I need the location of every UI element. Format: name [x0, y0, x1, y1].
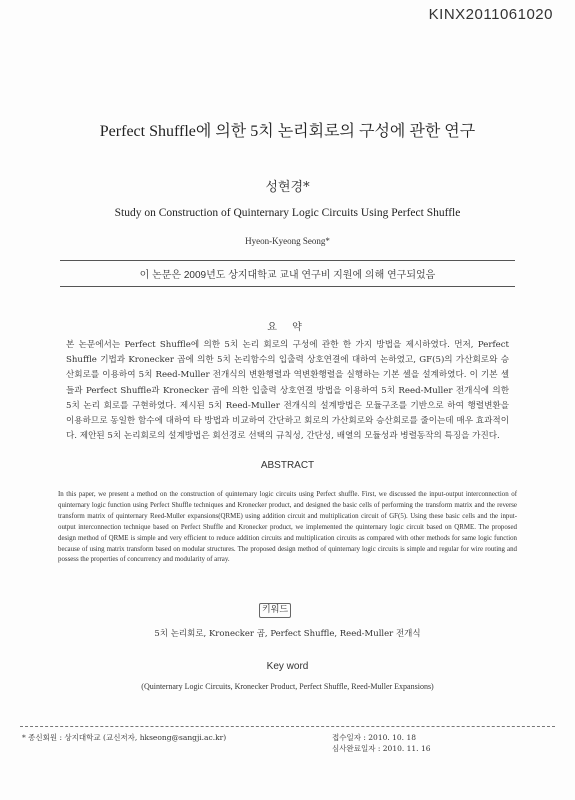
paper-title-korean: Perfect Shuffle에 의한 5치 논리회로의 구성에 관한 연구 [99, 123, 476, 140]
reviewed-date: 2010. 11. 16 [382, 744, 431, 753]
keywords-korean: 5치 논리회로, Kronecker 곱, Perfect Shuffle, Reed-Muller 전개식 [154, 629, 421, 639]
submission-dates [332, 732, 431, 754]
paper-title-english: Study on Construction of Quinternary Logic Circuits Using Perfect Shuffle [114, 207, 461, 219]
funding-note: 이 논문은 2009년도 상지대학교 교내 연구비 지원에 의해 연구되었음 [139, 270, 436, 281]
reviewed-date-row [332, 743, 431, 754]
abstract-korean-body: 본 논문에서는 Perfect Shuffle에 의한 5치 논리 회로의 구성에 관한 한 가지 방법을 제시하였다. 먼저, Perfect Shuffle 기법과 Kronecker 곱에 의한 5치 논리함수의 입출력 상호연결에 대하여 논하였고, GF(5)의 가산회로와 승산회로를 이용하여 5치 Reed-Muller 전개식의 변환행렬과 역변환행렬을 실행하는 기본 셀을 설계하였다. 이 기본 셀들과 Perfect Shuffle과 Kronecker 곱에 의한 입출력 상호연결 방법을 이용하여 5치 Reed-Muller 전개식에 의한 5치 논리 회로를 구현하였다. 제시된 5치 Reed-Muller 전개식의 설계방법은 모듈구조를 기반으로 하여 행렬변환을 이용하므로 동일한 함수에 대하여 타 방법과 비교하여 간단하고 회로의 가산회로와 승산회로를 줄이는데 매우 효과적이다. 제안된 5치 논리회로의 설계방법은 회선경로 선택의 규칙성, 간단성, 배열의 모듈성과 병렬동작의 특징을 가진다. [66, 340, 509, 442]
funding-top-rule [60, 260, 515, 261]
abstract-english-heading: ABSTRACT [260, 460, 315, 471]
keywords-english: (Quinternary Logic Circuits, Kronecker Product, Perfect Shuffle, Reed-Muller Expansions) [141, 682, 434, 691]
reviewed-label: 심사완료일자 : [332, 744, 381, 753]
document-id: KINX2011061020 [428, 6, 553, 23]
received-date: 2010. 10. 18 [368, 733, 416, 742]
footer-divider [20, 726, 555, 727]
received-date-row [332, 732, 431, 743]
author-korean: 성현경* [265, 180, 310, 195]
keywords-english-heading: Key word [266, 661, 309, 672]
funding-bottom-rule [60, 286, 515, 287]
received-label: 접수일자 : [332, 733, 366, 742]
author-english: Hyeon-Kyeong Seong* [245, 236, 330, 246]
abstract-korean-heading: 요 약 [267, 322, 308, 333]
keywords-korean-heading: 키워드 [259, 603, 291, 618]
member-affiliation-note: * 종신회원 : 상지대학교 (교신저자, hkseong@sangji.ac.kr) [22, 733, 227, 742]
abstract-english-body: In this paper, we present a method on the construction of quinternary logic circuits using Perfect shuffle. First, we discussed the input-output interconnection of quinternary logic function using Perfect Shuffle techniques and Kronecker product, and designed the basic cells of performing the transform matrix and the reverse transform matrix of quinternary Reed-Muller expansions(QRME) using addition circuit and multiplication circuit of GF(5). Using these basic cells and the input-output interconnection technique based on Perfect Shuffle and Kronecker product, we implemented the quinternary logic circuit based on QRME. The proposed design method of QRME is simple and very efficient to reduce addition circuits and multiplication circuits as compared with other methods for same logic function because of using matrix transform based on modular structures. The proposed design method of quinternary logic circuits is simple and regular for wire routing and possess the properties of concurrency and modularity of array. [58, 491, 517, 564]
